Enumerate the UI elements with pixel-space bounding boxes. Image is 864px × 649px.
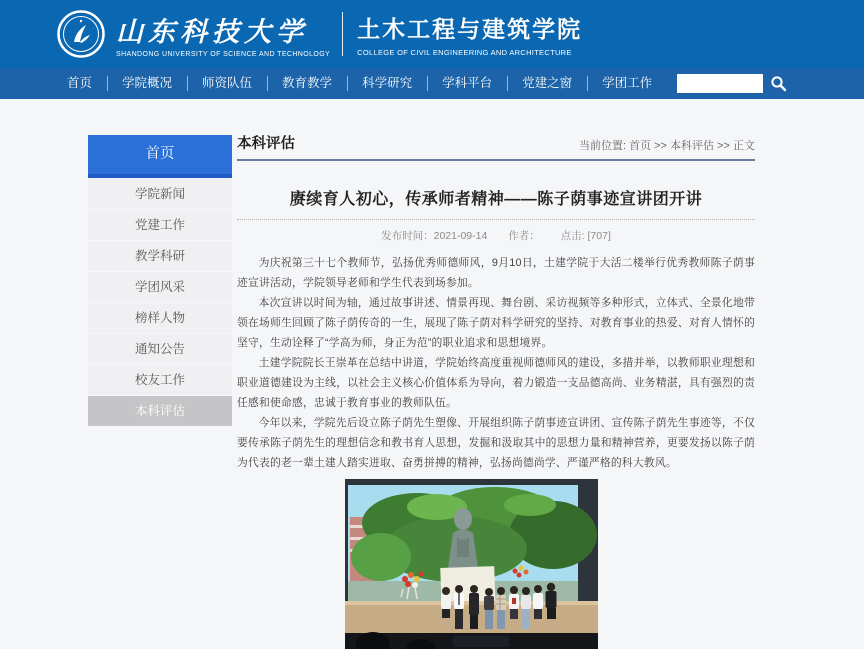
article-paragraph-1: 为庆祝第三十七个教师节，弘扬优秀师德师风，9月10日，土建学院于大活二楼举行优秀教师陈子荫事迹宣讲活动，学院领导老师和学生代表到场参加。	[237, 257, 755, 289]
sidebar-item-alumni[interactable]: 校友工作	[88, 365, 232, 395]
nav-search	[677, 74, 787, 93]
article-paragraph-4: 今年以来，学院先后设立陈子荫先生塑像、开展组织陈子荫事迹宣讲团、宣传陈子荫先生事迹等，不仅要传承陈子荫先生的理想信念和教书育人思想，发掘和汲取其中的思想力量和精神营养，更要发扬以陈子荫为代表的老一辈土建人踏实进取、奋勇拼搏的精神，弘扬尚德尚学、严谨严格的科大教风。	[237, 417, 755, 469]
sidebar-item-party-work[interactable]: 党建工作	[88, 210, 232, 240]
university-logo-icon	[56, 9, 106, 59]
nav-item-platform[interactable]: 学科平台	[427, 68, 507, 99]
title-separator	[237, 219, 755, 220]
nav-item-party[interactable]: 党建之窗	[507, 68, 587, 99]
sidebar-item-teaching-research[interactable]: 教学科研	[88, 241, 232, 271]
sidebar-item-news[interactable]: 学院新闻	[88, 179, 232, 209]
sidebar	[88, 135, 232, 426]
sidebar-item-role-models[interactable]: 榜样人物	[88, 303, 232, 333]
section-title: 本科评估	[237, 136, 295, 152]
sidebar-item-evaluation[interactable]: 本科评估	[88, 396, 232, 426]
nav-item-faculty[interactable]: 师资队伍	[187, 68, 267, 99]
article-paragraph-3: 土建学院院长王崇革在总结中讲道，学院始终高度重视师德师风的建设，多措并举，以教师职业理想和职业道德建设为主线，以社会主义核心价值体系为导向，着力锻造一支品德高尚、业务精湛，具有强烈的责任感和使命感，忠诚于教育事业的教师队伍。	[237, 357, 755, 409]
site-header	[0, 0, 864, 68]
article-paragraph-2: 本次宣讲以时间为轴，通过故事讲述、情景再现、舞台剧、采访视频等多种形式，立体式、全景化地带领在场师生回顾了陈子荫传奇的一生，展现了陈子荫对科学研究的坚持、对教育事业的热爱、对育人情怀的坚守，生动诠释了“学高为师，身正为范”的职业追求和思想境界。	[237, 297, 755, 349]
sidebar-item-notices[interactable]: 通知公告	[88, 334, 232, 364]
content-header	[237, 132, 755, 161]
nav-item-home[interactable]: 首页	[67, 76, 93, 90]
sidebar-item-student-style[interactable]: 学团风采	[88, 272, 232, 302]
click-count: 点击: [707]	[560, 230, 611, 242]
author-label: 作者：	[508, 230, 540, 242]
nav-item-overview[interactable]: 学院概况	[107, 68, 187, 99]
people-group	[441, 583, 557, 629]
article-photo	[345, 479, 598, 649]
content-area	[237, 132, 755, 649]
article-meta	[237, 228, 755, 243]
breadcrumb[interactable]: 当前位置: 首页 >> 本科评估 >> 正文	[578, 140, 755, 152]
university-name-en: SHANDONG UNIVERSITY OF SCIENCE AND TECHNOLOGY	[116, 51, 331, 58]
search-input[interactable]	[677, 74, 763, 93]
photo-screen	[348, 485, 597, 612]
university-name-cn: 山东科技大学	[116, 17, 308, 47]
search-icon[interactable]	[770, 75, 787, 92]
nav-item-research[interactable]: 科学研究	[347, 68, 427, 99]
sidebar-header-home[interactable]: 首页	[88, 135, 232, 178]
nav-item-student-work[interactable]: 学团工作	[587, 68, 667, 99]
main-nav	[0, 68, 864, 99]
college-name-en: COLLEGE OF CIVIL ENGINEERING AND ARCHITECTURE	[357, 48, 572, 57]
article-title: 赓续育人初心，传承师者精神——陈子荫事迹宣讲团开讲	[289, 191, 703, 208]
publish-date: 发布时间：2021-09-14	[381, 230, 488, 242]
article-body	[237, 253, 755, 473]
nav-item-education[interactable]: 教育教学	[267, 68, 347, 99]
header-divider	[342, 12, 343, 56]
college-name-cn: 土木工程与建筑学院	[357, 16, 583, 42]
